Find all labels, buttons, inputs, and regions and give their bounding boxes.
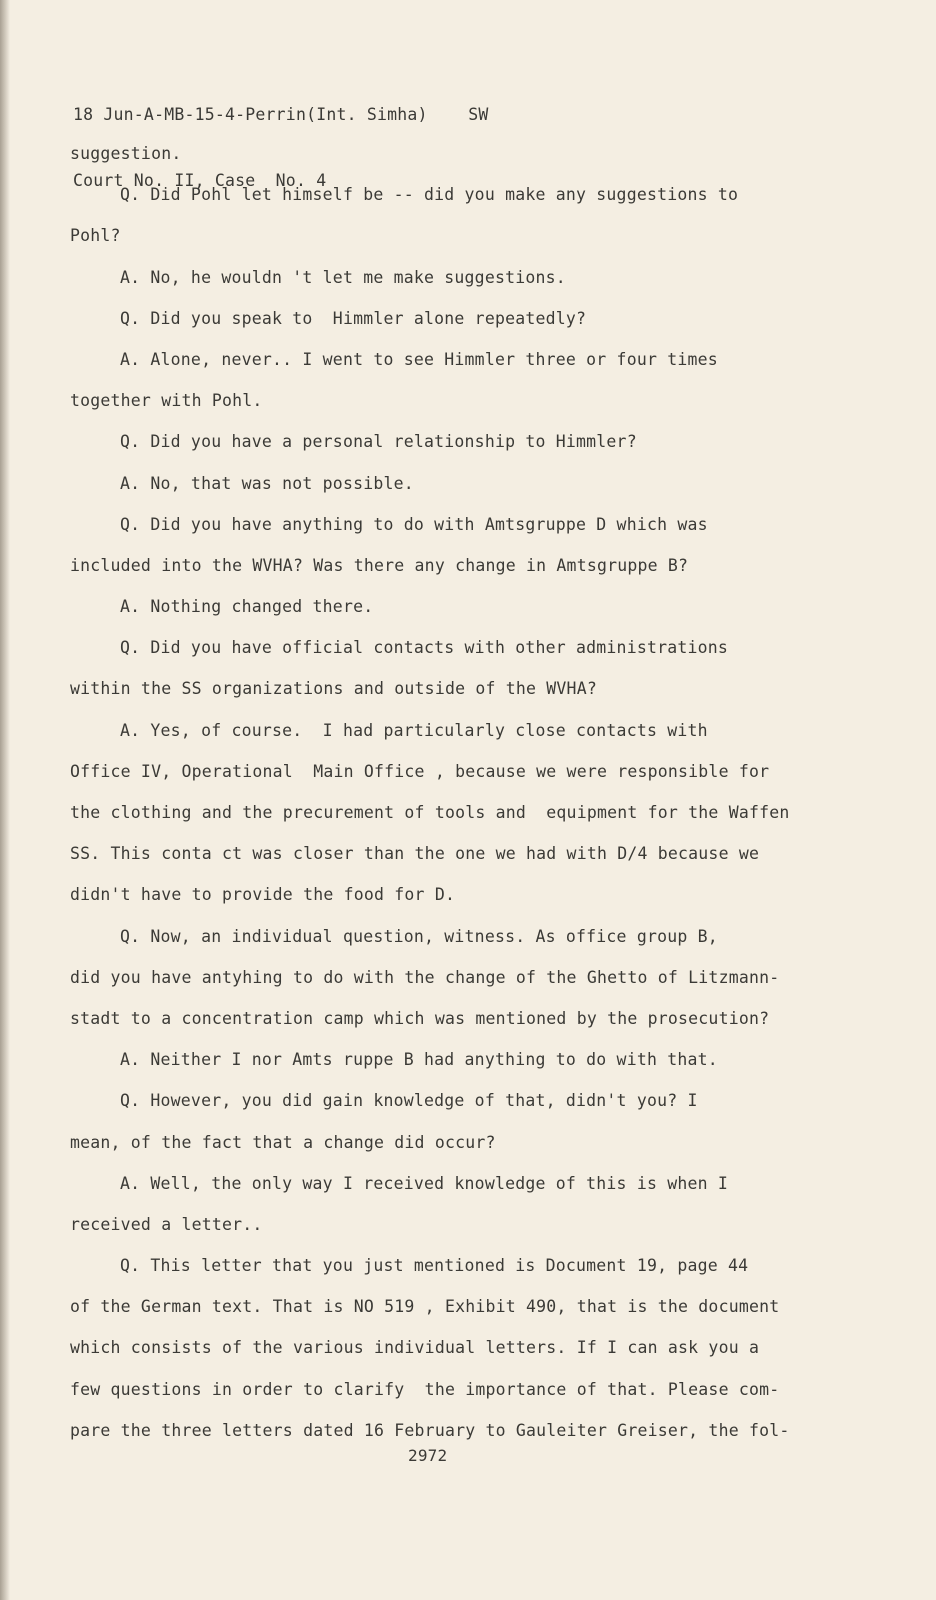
transcript-line: Q. This letter that you just mentioned is Document 19, page 44 xyxy=(120,1256,749,1276)
transcript-line: A. Well, the only way I received knowledge of this is when I xyxy=(120,1173,729,1193)
transcript-line: Q. Did you have official contacts with other administrations xyxy=(120,638,729,658)
header-line-2: Court No. II, Case No. 4 xyxy=(73,171,327,190)
transcript-line: Office IV, Operational Main Office , because we were responsible for xyxy=(70,761,770,781)
transcript-line: Q. Did you have a personal relationship to Himmler? xyxy=(120,432,637,452)
transcript-line: received a letter.. xyxy=(70,1214,263,1234)
transcript-line: did you have antyhing to do with the change of the Ghetto of Litzmann- xyxy=(70,967,780,987)
transcript-line: suggestion. xyxy=(70,144,182,163)
transcript-line: mean, of the fact that a change did occur? xyxy=(70,1132,496,1152)
transcript-line: together with Pohl. xyxy=(70,391,263,411)
transcript-line: didn't have to provide the food for D. xyxy=(70,885,456,905)
transcript-line: A. Neither I nor Amts ruppe B had anything to do with that. xyxy=(120,1050,718,1070)
page-edge-shadow xyxy=(0,0,10,1600)
transcript-line: stadt to a concentration camp which was mentioned by the prosecution? xyxy=(70,1008,770,1028)
header-line-1: 18 Jun-A-MB-15-4-Perrin(Int. Simha) SW xyxy=(73,105,489,124)
transcript-line: within the SS organizations and outside of the WVHA? xyxy=(70,679,597,699)
transcript-line: SS. This conta ct was closer than the one we had with D/4 because we xyxy=(70,844,760,864)
transcript-line: the clothing and the precurement of tools and equipment for the Waffen xyxy=(70,803,790,822)
transcript-line: of the German text. That is NO 519 , Exhibit 490, that is the document xyxy=(70,1297,780,1317)
transcript-line: Pohl? xyxy=(70,226,121,246)
transcript-line: which consists of the various individual letters. If I can ask you a xyxy=(70,1338,760,1358)
transcript-line: pare the three letters dated 16 February to Gauleiter Greiser, the fol- xyxy=(70,1420,790,1440)
transcript-line: Q. Now, an individual question, witness. As office group B, xyxy=(120,926,718,946)
transcript-line: Q. However, you did gain knowledge of that, didn't you? I xyxy=(120,1091,698,1111)
page-number: 2972 xyxy=(408,1446,448,1465)
transcript-line: A. No, that was not possible. xyxy=(120,473,414,493)
transcript-line: A. No, he wouldn 't let me make suggestions. xyxy=(120,267,566,287)
transcript-line: Q. Did you speak to Himmler alone repeatedly? xyxy=(120,308,587,328)
transcript-line: A. Alone, never.. I went to see Himmler three or four times xyxy=(120,349,718,369)
transcript-line: A. Nothing changed there. xyxy=(120,597,374,617)
transcript-line: included into the WVHA? Was there any change in Amtsgruppe B? xyxy=(70,555,689,575)
transcript-line: few questions in order to clarify the importance of that. Please com- xyxy=(70,1379,780,1399)
transcript-line: A. Yes, of course. I had particularly close contacts with xyxy=(120,720,708,740)
transcript-line: Q. Did Pohl let himself be -- did you make any suggestions to xyxy=(120,185,739,205)
transcript-line: Q. Did you have anything to do with Amtsgruppe D which was xyxy=(120,514,708,534)
transcript-body xyxy=(70,142,880,1460)
